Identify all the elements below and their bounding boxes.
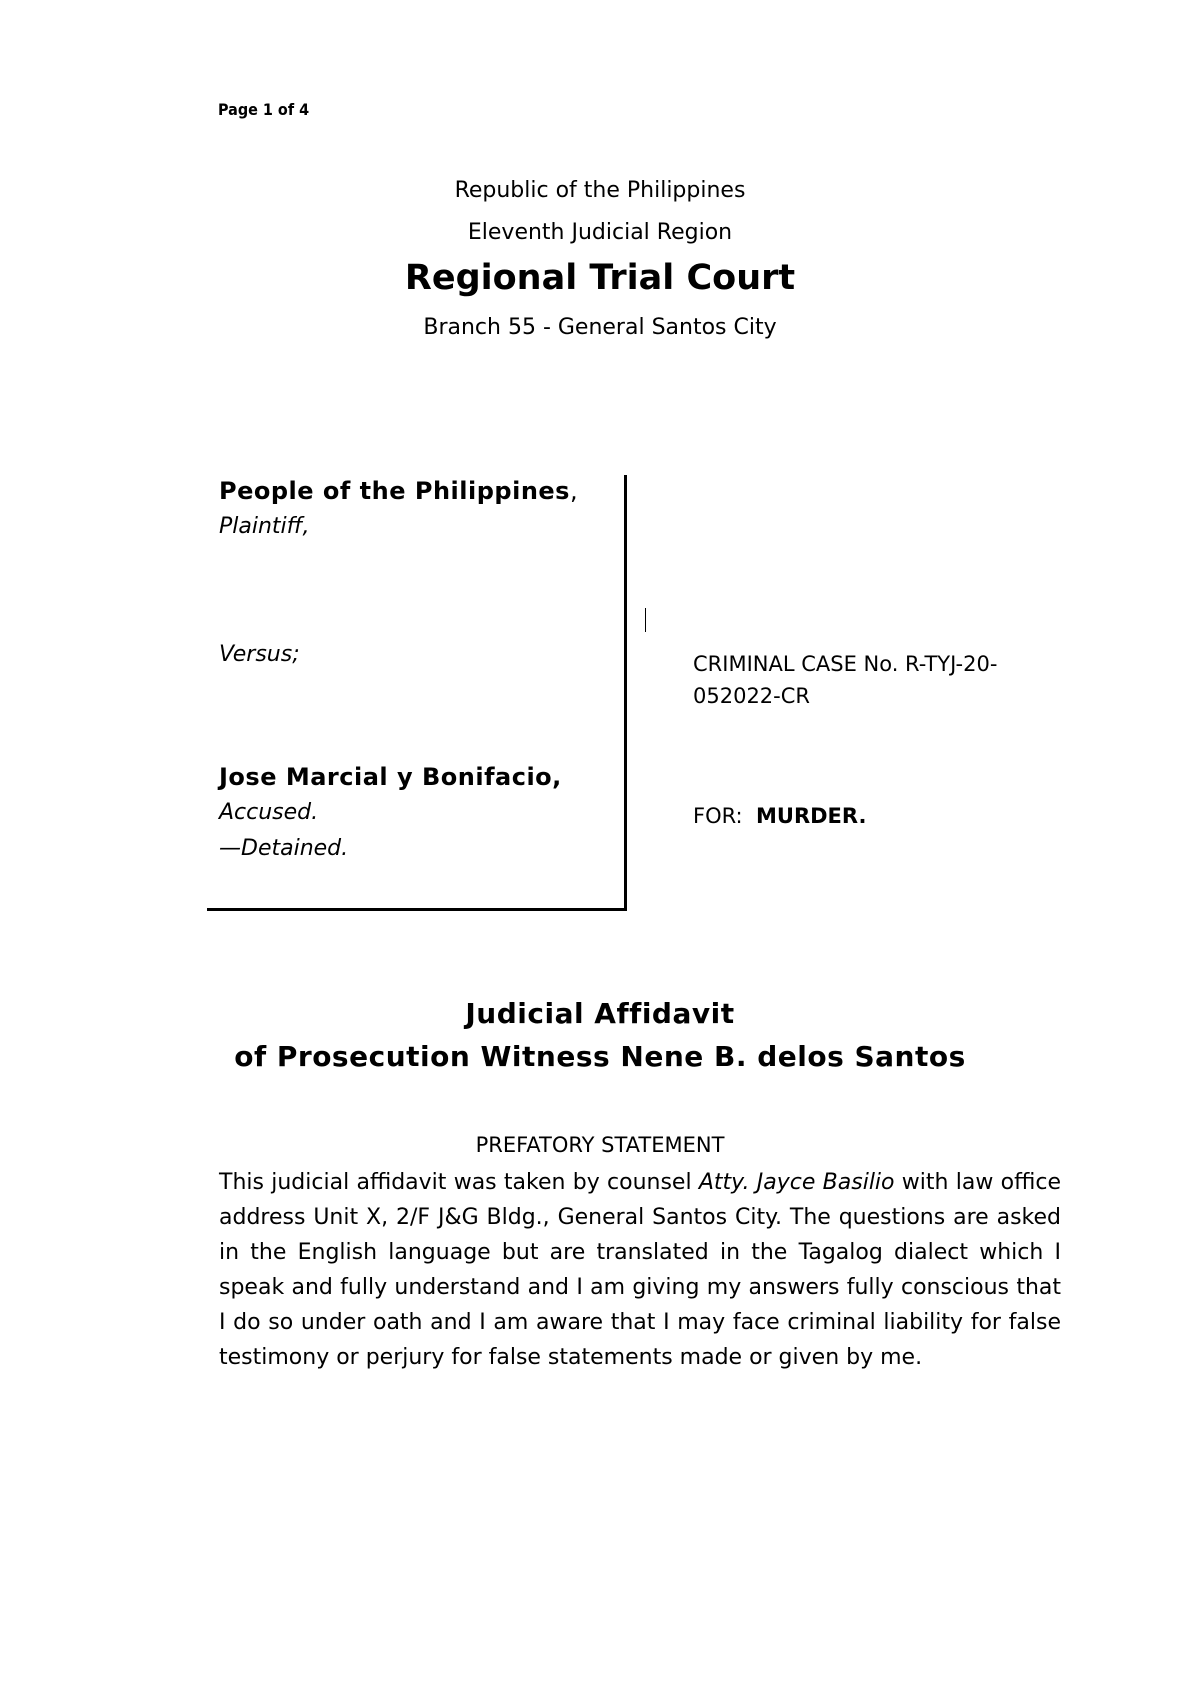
prefatory-heading: PREFATORY STATEMENT — [475, 1133, 725, 1157]
header-branch: Branch 55 - General Santos City — [423, 315, 777, 340]
accused-name: Jose Marcial y Bonifacio, — [219, 763, 562, 791]
prefatory-text-start: This judicial affidavit was taken by counsel — [219, 1170, 699, 1195]
versus-label: Versus; — [219, 642, 300, 667]
prefatory-text-end: with law office address Unit X, 2/F J&G Bldg., General Santos City. The questions are asked in the English language but are translated in the Tagalog dialect which I speak and fully understand and I am giving my answers fully conscious that I do so under oath and I am aware that I may face criminal liability for false testimony or perjury for false statements made or given by me. — [219, 1170, 1062, 1370]
affidavit-subtitle: of Prosecution Witness Nene B. delos Santos — [234, 1040, 966, 1073]
text-cursor-mark — [645, 608, 646, 632]
prefatory-paragraph — [219, 1165, 1061, 1375]
plaintiff-role: Plaintiff, — [219, 514, 310, 539]
offense-line — [693, 804, 866, 828]
header-republic: Republic of the Philippines — [454, 178, 746, 203]
page-number: Page 1 of 4 — [218, 100, 310, 119]
header-region: Eleventh Judicial Region — [467, 220, 733, 245]
header-court-title: Regional Trial Court — [404, 258, 796, 298]
counsel-name: Atty. Jayce Basilio — [698, 1170, 895, 1195]
affidavit-title: Judicial Affidavit — [465, 997, 735, 1030]
accused-status: —Detained. — [219, 836, 349, 861]
accused-role: Accused. — [219, 800, 319, 825]
accused-block — [219, 760, 579, 866]
plaintiff-name: People of the Philippines — [219, 477, 570, 505]
for-label: FOR: — [693, 804, 743, 828]
case-number: CRIMINAL CASE No. R-TYJ-20-052022-CR — [693, 652, 998, 708]
plaintiff-block: People of the Philippines, Plaintiff, — [219, 477, 578, 539]
offense-name: MURDER. — [756, 804, 867, 828]
